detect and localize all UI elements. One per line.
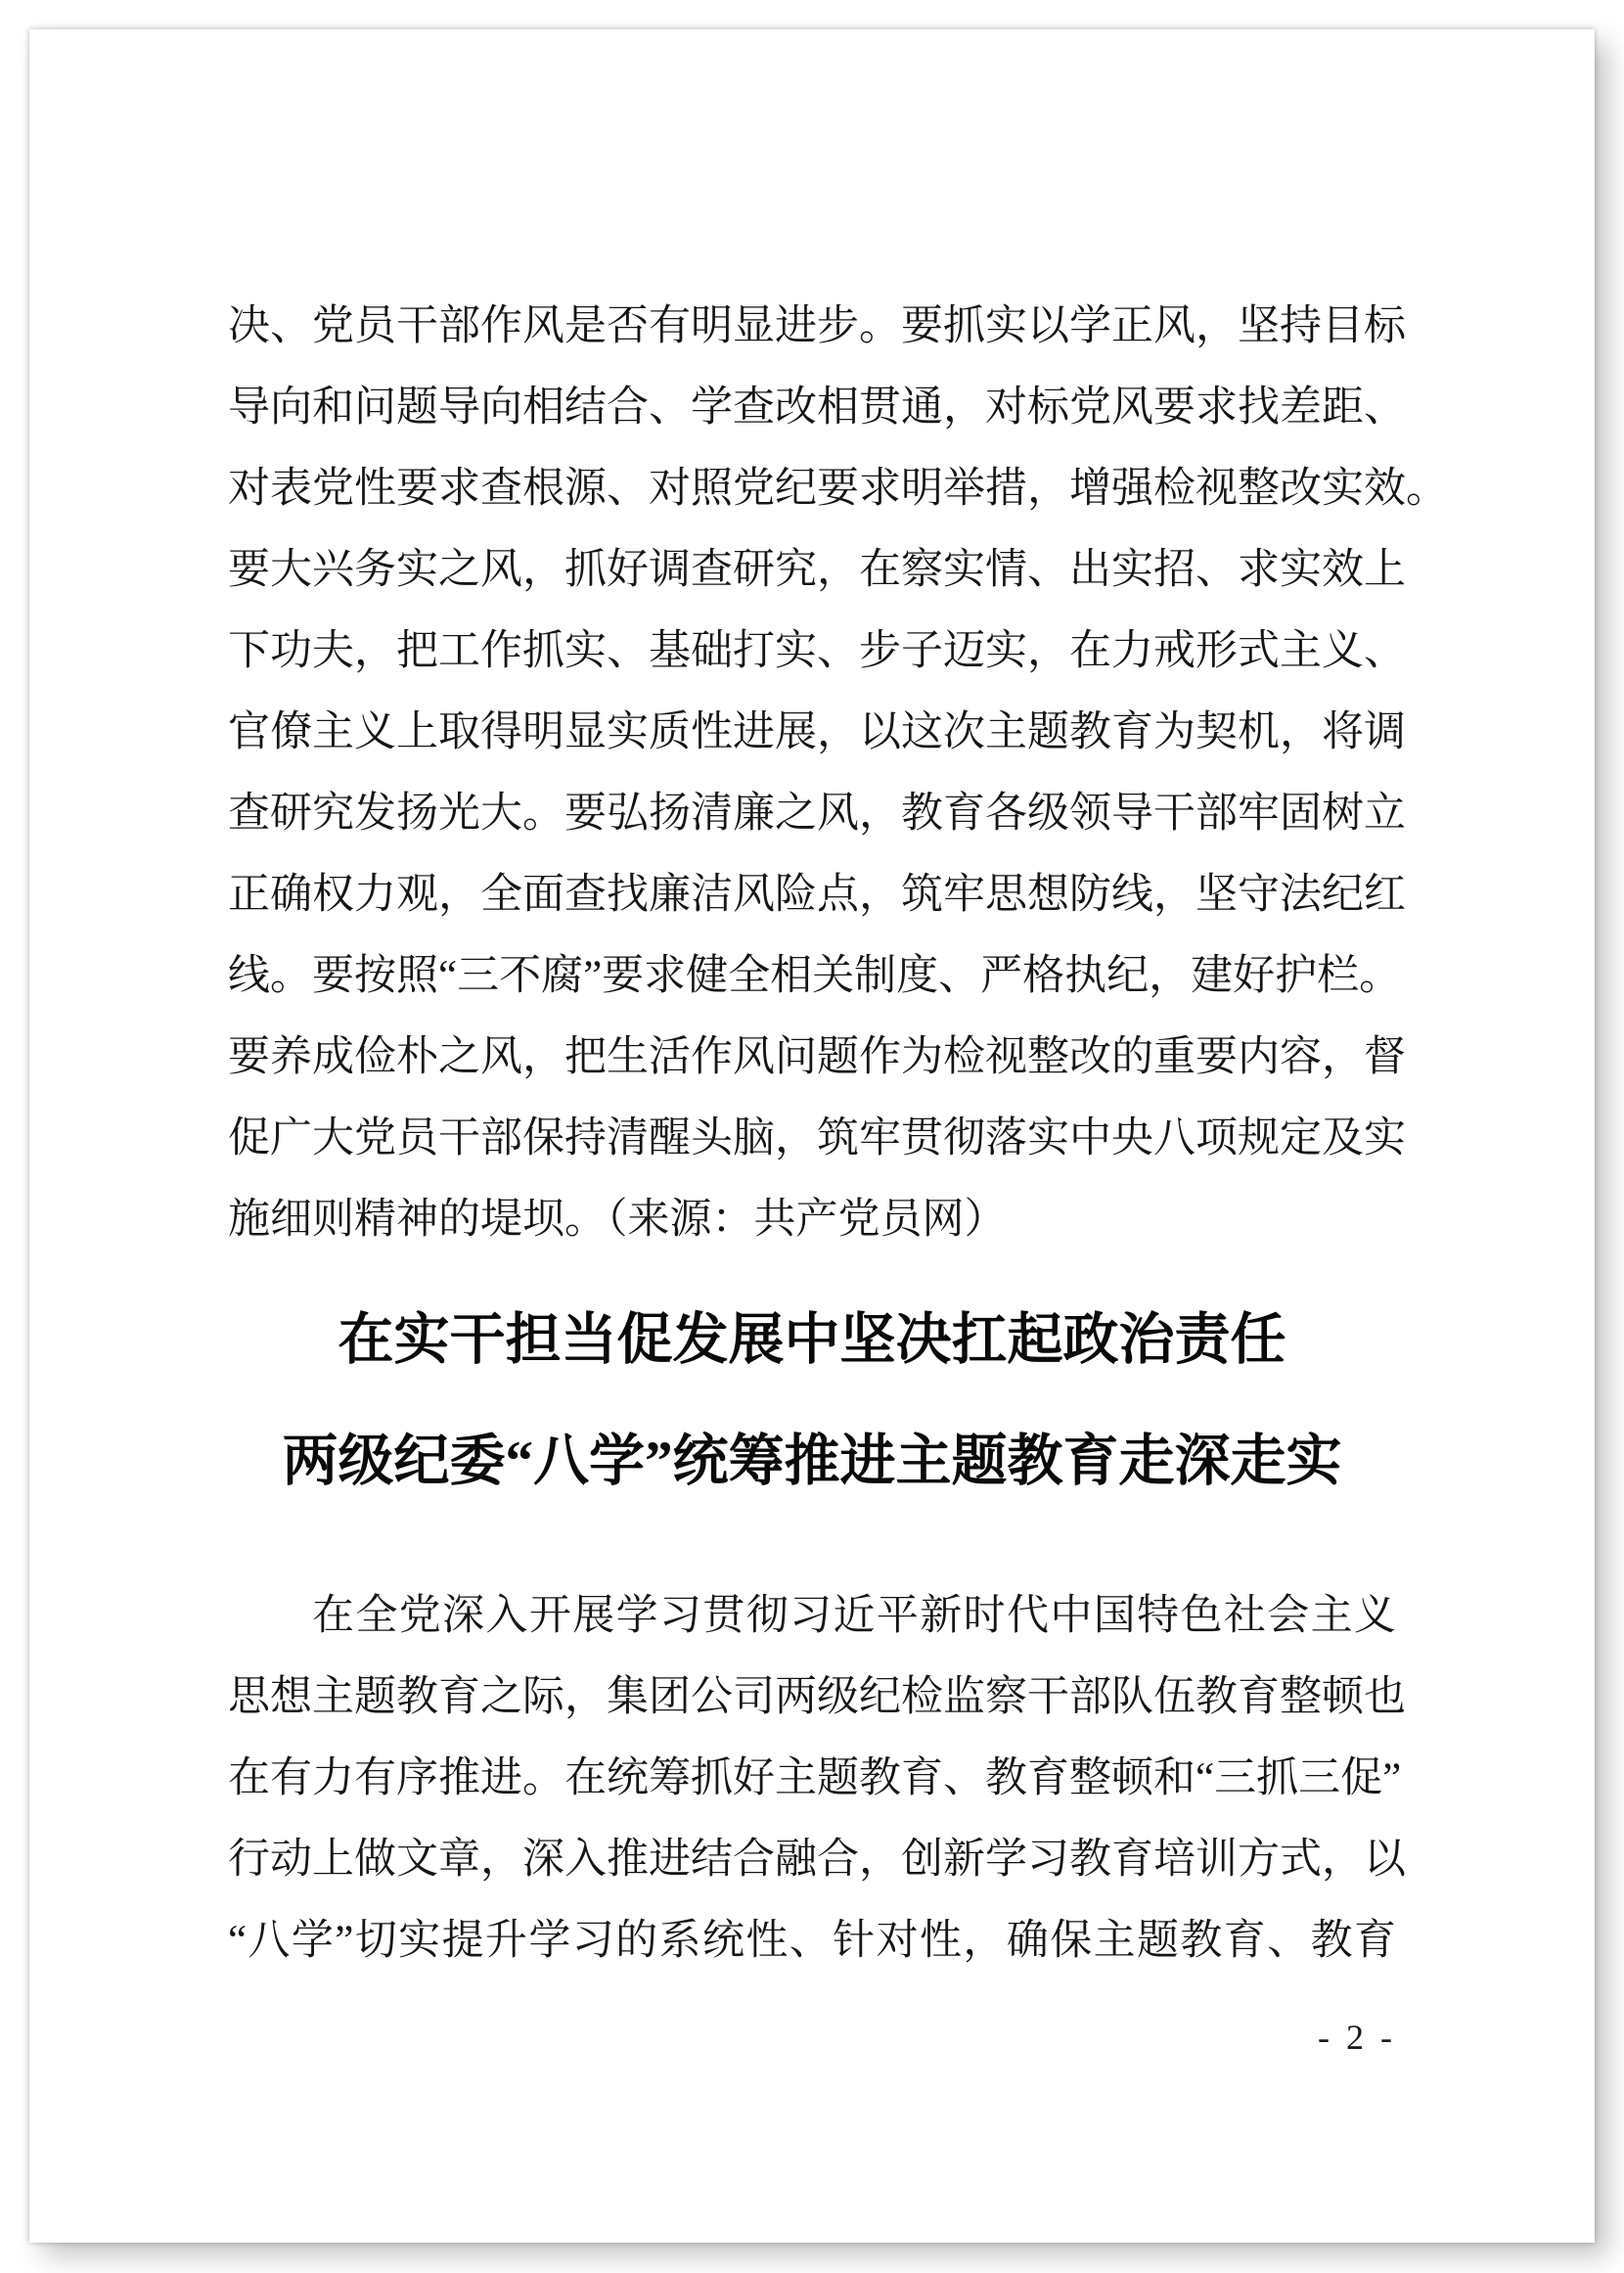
body-text-line: 在全党深入开展学习贯彻习近平新时代中国特色社会主义 [312,1593,1396,1639]
body-text-line: 正确权力观，全面查找廉洁风险点，筑牢思想防线，坚守法纪红 [228,872,1406,918]
page-number: - 2 - [1318,2018,1396,2057]
body-text-line: 下功夫，把工作抓实、基础打实、步子迈实，在力戒形式主义、 [228,628,1406,674]
body-text-line: 决、党员干部作风是否有明显进步。要抓实以学正风，坚持目标 [228,303,1406,349]
body-text-line: 对表党性要求查根源、对照党纪要求明举措，增强检视整改实效。 [228,466,1448,512]
body-text-line: 导向和问题导向相结合、学查改相贯通，对标党风要求找差距、 [228,385,1406,431]
body-text-line: 促广大党员干部保持清醒头脑，筑牢贯彻落实中央八项规定及实 [228,1115,1406,1161]
article-title-line: 两级纪委“八学”统筹推进主题教育走深走实 [282,1431,1342,1492]
article-title [228,1280,1396,1523]
body-text-line: “八学”切实提升学习的系统性、针对性，确保主题教育、教育 [228,1918,1396,1964]
body-text-line: 在有力有序推进。在统筹抓好主题教育、教育整顿和“三抓三促” [228,1755,1402,1801]
body-text-line: 行动上做文章，深入推进结合融合，创新学习教育培训方式，以 [228,1837,1406,1883]
body-text-line: 官僚主义上取得明显实质性进展，以这次主题教育为契机，将调 [228,709,1406,755]
body-text-line: 查研究发扬光大。要弘扬清廉之风，教育各级领导干部牢固树立 [228,791,1406,837]
body-text-line: 要养成俭朴之风，把生活作风问题作为检视整改的重要内容，督 [228,1034,1406,1080]
body-text-line-with-source: 施细则精神的堤坝。（来源：共产党员网） [228,1197,1007,1243]
document-page [29,29,1595,2243]
paragraph-body [228,1575,1406,1981]
body-text-line: 思想主题教育之际，集团公司两级纪检监察干部队伍教育整顿也 [228,1674,1406,1720]
body-text-line: 要大兴务实之风，抓好调查研究，在察实情、出实招、求实效上 [228,547,1406,593]
article-title-line: 在实干担当促发展中坚决扛起政治责任 [338,1309,1286,1371]
paragraph-continuation [228,286,1448,1260]
body-text-line: 线。要按照“三不腐”要求健全相关制度、严格执纪，建好护栏。 [228,953,1402,999]
page-content [29,286,1595,2060]
